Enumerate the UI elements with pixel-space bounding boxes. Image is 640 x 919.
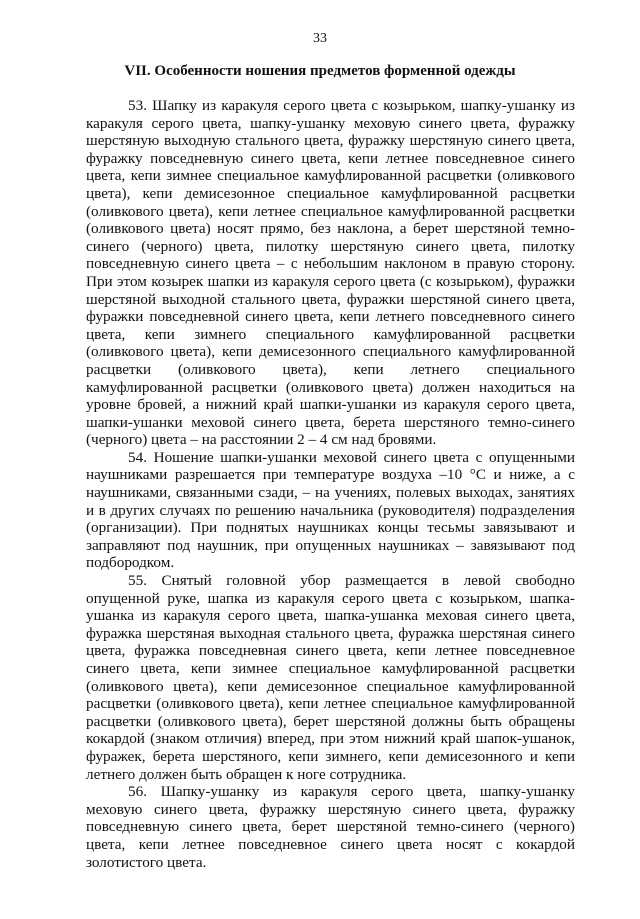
paragraph-54: 54. Ношение шапки-ушанки меховой синего цвета с опущенными наушниками разрешается при температуре воздуха –10 °С и ниже, а с наушниками, связанными сзади, – на учениях, полевых выходах, занятиях и в других случаях по решению начальника (руководителя) подразделения (организации). При поднятых наушниках концы тесьмы завязывают и заправляют под наушник, при опущенных наушниках – завязывают под подбородком. (86, 448, 575, 572)
section-title: VII. Особенности ношения предметов форменной одежды (124, 63, 516, 79)
page-number: 33 (313, 31, 327, 46)
paragraph-55: 55. Снятый головной убор размещается в левой свободно опущенной руке, шапка из каракуля серого цвета с козырьком, шапка-ушанка из каракуля серого цвета, шапка-ушанка меховая синего цвета, фуражка шерстяная выходная стального цвета, фуражка шерстяная синего цвета, фуражка повседневная синего цвета, кепи летнее повседневное синего цвета, кепи зимнее специальное камуфлированной расцветки (оливкового цвета), кепи демисезонное специальное камуфлированной расцветки (оливкового цвета), кепи летнее специальное камуфлированной расцветки (оливкового цвета), берет шерстяной должны быть обращены кокардой (знаком отличия) вперед, при этом нижний край шапок-ушанок, фуражек, берета шерстяного, кепи зимнего, кепи демисезонного и кепи летнего должен быть обращен к ноге сотрудника. (86, 572, 575, 783)
paragraph-53: 53. Шапку из каракуля серого цвета с козырьком, шапку-ушанку из каракуля серого цвета, шапку-ушанку меховую синего цвета, фуражку шерстяную выходную стального цвета, фуражку шерстяную синего цвета, фуражку повседневную синего цвета, кепи летнее повседневное синего цвета, кепи зимнее специальное камуфлированной расцветки (оливкового цвета), кепи демисезонное специальное камуфлированной расцветки (оливкового цвета), кепи летнее специальное камуфлированной расцветки (оливкового цвета) носят прямо, без наклона, а берет шерстяной темно-синего (черного) цвета, пилотку шерстяную синего цвета, пилотку повседневную синего цвета – с небольшим наклоном в правую сторону. При этом козырек шапки из каракуля серого цвета (с козырьком), фуражки шерстяной выходной стального цвета, фуражки шерстяной синего цвета, фуражки повседневной синего цвета, кепи летнего повседневного синего цвета, кепи зимнего специального камуфлированной расцветки (оливкового цвета), кепи демисезонного специального камуфлированной расцветки (оливкового цвета), кепи летнего специального камуфлированной расцветки (оливкового цвета) должен находиться на уровне бровей, а нижний край шапки-ушанки из каракуля серого цвета, шапки-ушанки меховой синего цвета, берета шерстяного темно-синего (черного) цвета – на расстоянии 2 – 4 см над бровями. (86, 97, 575, 449)
body-text (86, 97, 575, 871)
paragraph-56: 56. Шапку-ушанку из каракуля серого цвета, шапку-ушанку меховую синего цвета, фуражку шерстяную синего цвета, фуражку повседневную синего цвета, берет шерстяной темно-синего (черного) цвета, кепи летнее повседневное синего цвета носят с кокардой золотистого цвета. (86, 783, 575, 871)
